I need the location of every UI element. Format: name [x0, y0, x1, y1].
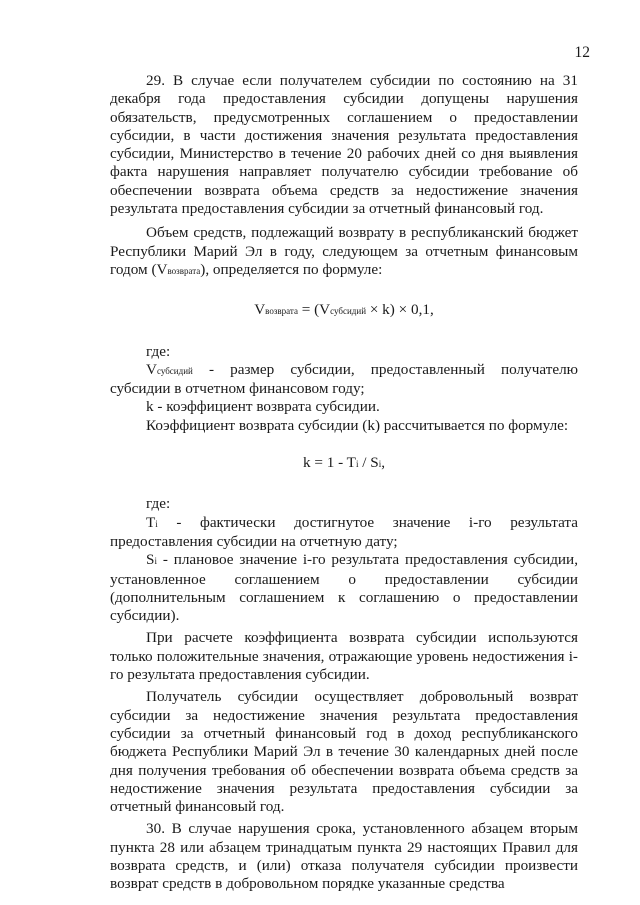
- formula-k: [110, 454, 578, 473]
- formula-k-end: ,: [381, 454, 386, 472]
- formula-k-t-sub: i: [355, 459, 359, 470]
- formula-v-return: [110, 301, 578, 320]
- definition-k: k - коэффициент возврата субсидии.: [146, 398, 380, 416]
- volume-subscript: возврата: [167, 265, 201, 276]
- def-t-text: - фактически достигнутое значение i-го результата предоставления субсидии на отчетную дату;: [110, 513, 578, 550]
- page-number: 12: [574, 44, 590, 61]
- def-s-symbol: S: [146, 551, 155, 569]
- paragraph-29-intro: 29. В случае если получателем субсидии по состоянию на 31 декабря года предоставления субсидии допущены нарушения обязательств, предусмотренных соглашением о предоставлении субсидии, в части достижения значения результата предоставления субсидии, Министерство в течение 20 рабочих дней со дня выявления факта нарушения направляет получателю субсидии требование об обеспечении возврата объема средств за недостижение значения результата предоставления субсидии за отчетный финансовый год.: [110, 72, 578, 218]
- def-t-subscript: i: [155, 518, 158, 529]
- definition-v-subsidy: [110, 361, 578, 399]
- def-t-symbol: T: [146, 513, 156, 531]
- def-v-symbol: V: [146, 360, 157, 378]
- paragraph-30: 30. В случае нарушения срока, установленного абзацем вторым пункта 28 или абзацем тринадцатым пункта 29 настоящих Правил для возврата средств, и (или) отказа получателя субсидии произвести возврат средств в добровольном порядке указанные средства: [110, 820, 578, 893]
- formula-v-mid-sub: субсидий: [330, 306, 367, 317]
- formula-k-s-sub: i: [378, 459, 382, 470]
- paragraph-voluntary-return: Получатель субсидии осуществляет добровольный возврат субсидии за недостижение значения результата предоставления субсидии за отчетный финансовый год в доход республиканского бюджета Республики Марий Эл в течение 30 календарных дней после дня получения требования об обеспечении возврата объема средств за недостижение значения результата предоставления субсидии за отчетный финансовый год.: [110, 688, 578, 816]
- def-v-subscript: субсидий: [156, 365, 193, 376]
- def-v-text: - размер субсидии, предоставленный получателю субсидии в отчетном финансовом году;: [110, 360, 578, 398]
- formula-v-lhs-sub: возврата: [265, 306, 298, 317]
- volume-tail-text: ), определяется по формуле:: [200, 260, 383, 278]
- paragraph-positive-values: При расчете коэффициента возврата субсидии используются только положительные значения, отражающие уровень недостижения i-го результата предоставления субсидии.: [110, 629, 578, 684]
- where-label-2: где:: [146, 495, 171, 513]
- def-s-subscript: i: [154, 556, 157, 567]
- definition-s: [110, 551, 578, 625]
- paragraph-coefficient-intro: Коэффициент возврата субсидии (k) рассчитывается по формуле:: [146, 416, 569, 434]
- document-body: [110, 72, 578, 894]
- formula-v-rhs: × k) × 0,1,: [366, 301, 434, 319]
- formula-k-lhs: k = 1 - T: [302, 454, 356, 472]
- definition-t: [110, 514, 578, 552]
- volume-lead-text: Объем средств, подлежащий возврату в республиканский бюджет Республики Марий Эл в году, следующем за отчетным финансовым годом (V: [110, 224, 578, 278]
- formula-k-mid: / S: [358, 454, 379, 472]
- def-s-text: - плановое значение i-го результата предоставления субсидии, установленное соглашением о предоставлении субсидии (дополнительным соглашением к соглашению о предоставлении субсидии).: [110, 551, 578, 625]
- formula-v-mid: = (V: [297, 301, 331, 319]
- paragraph-volume-formula-intro: [110, 224, 578, 280]
- where-label-1: где:: [146, 342, 171, 360]
- formula-v-lhs: V: [254, 301, 266, 319]
